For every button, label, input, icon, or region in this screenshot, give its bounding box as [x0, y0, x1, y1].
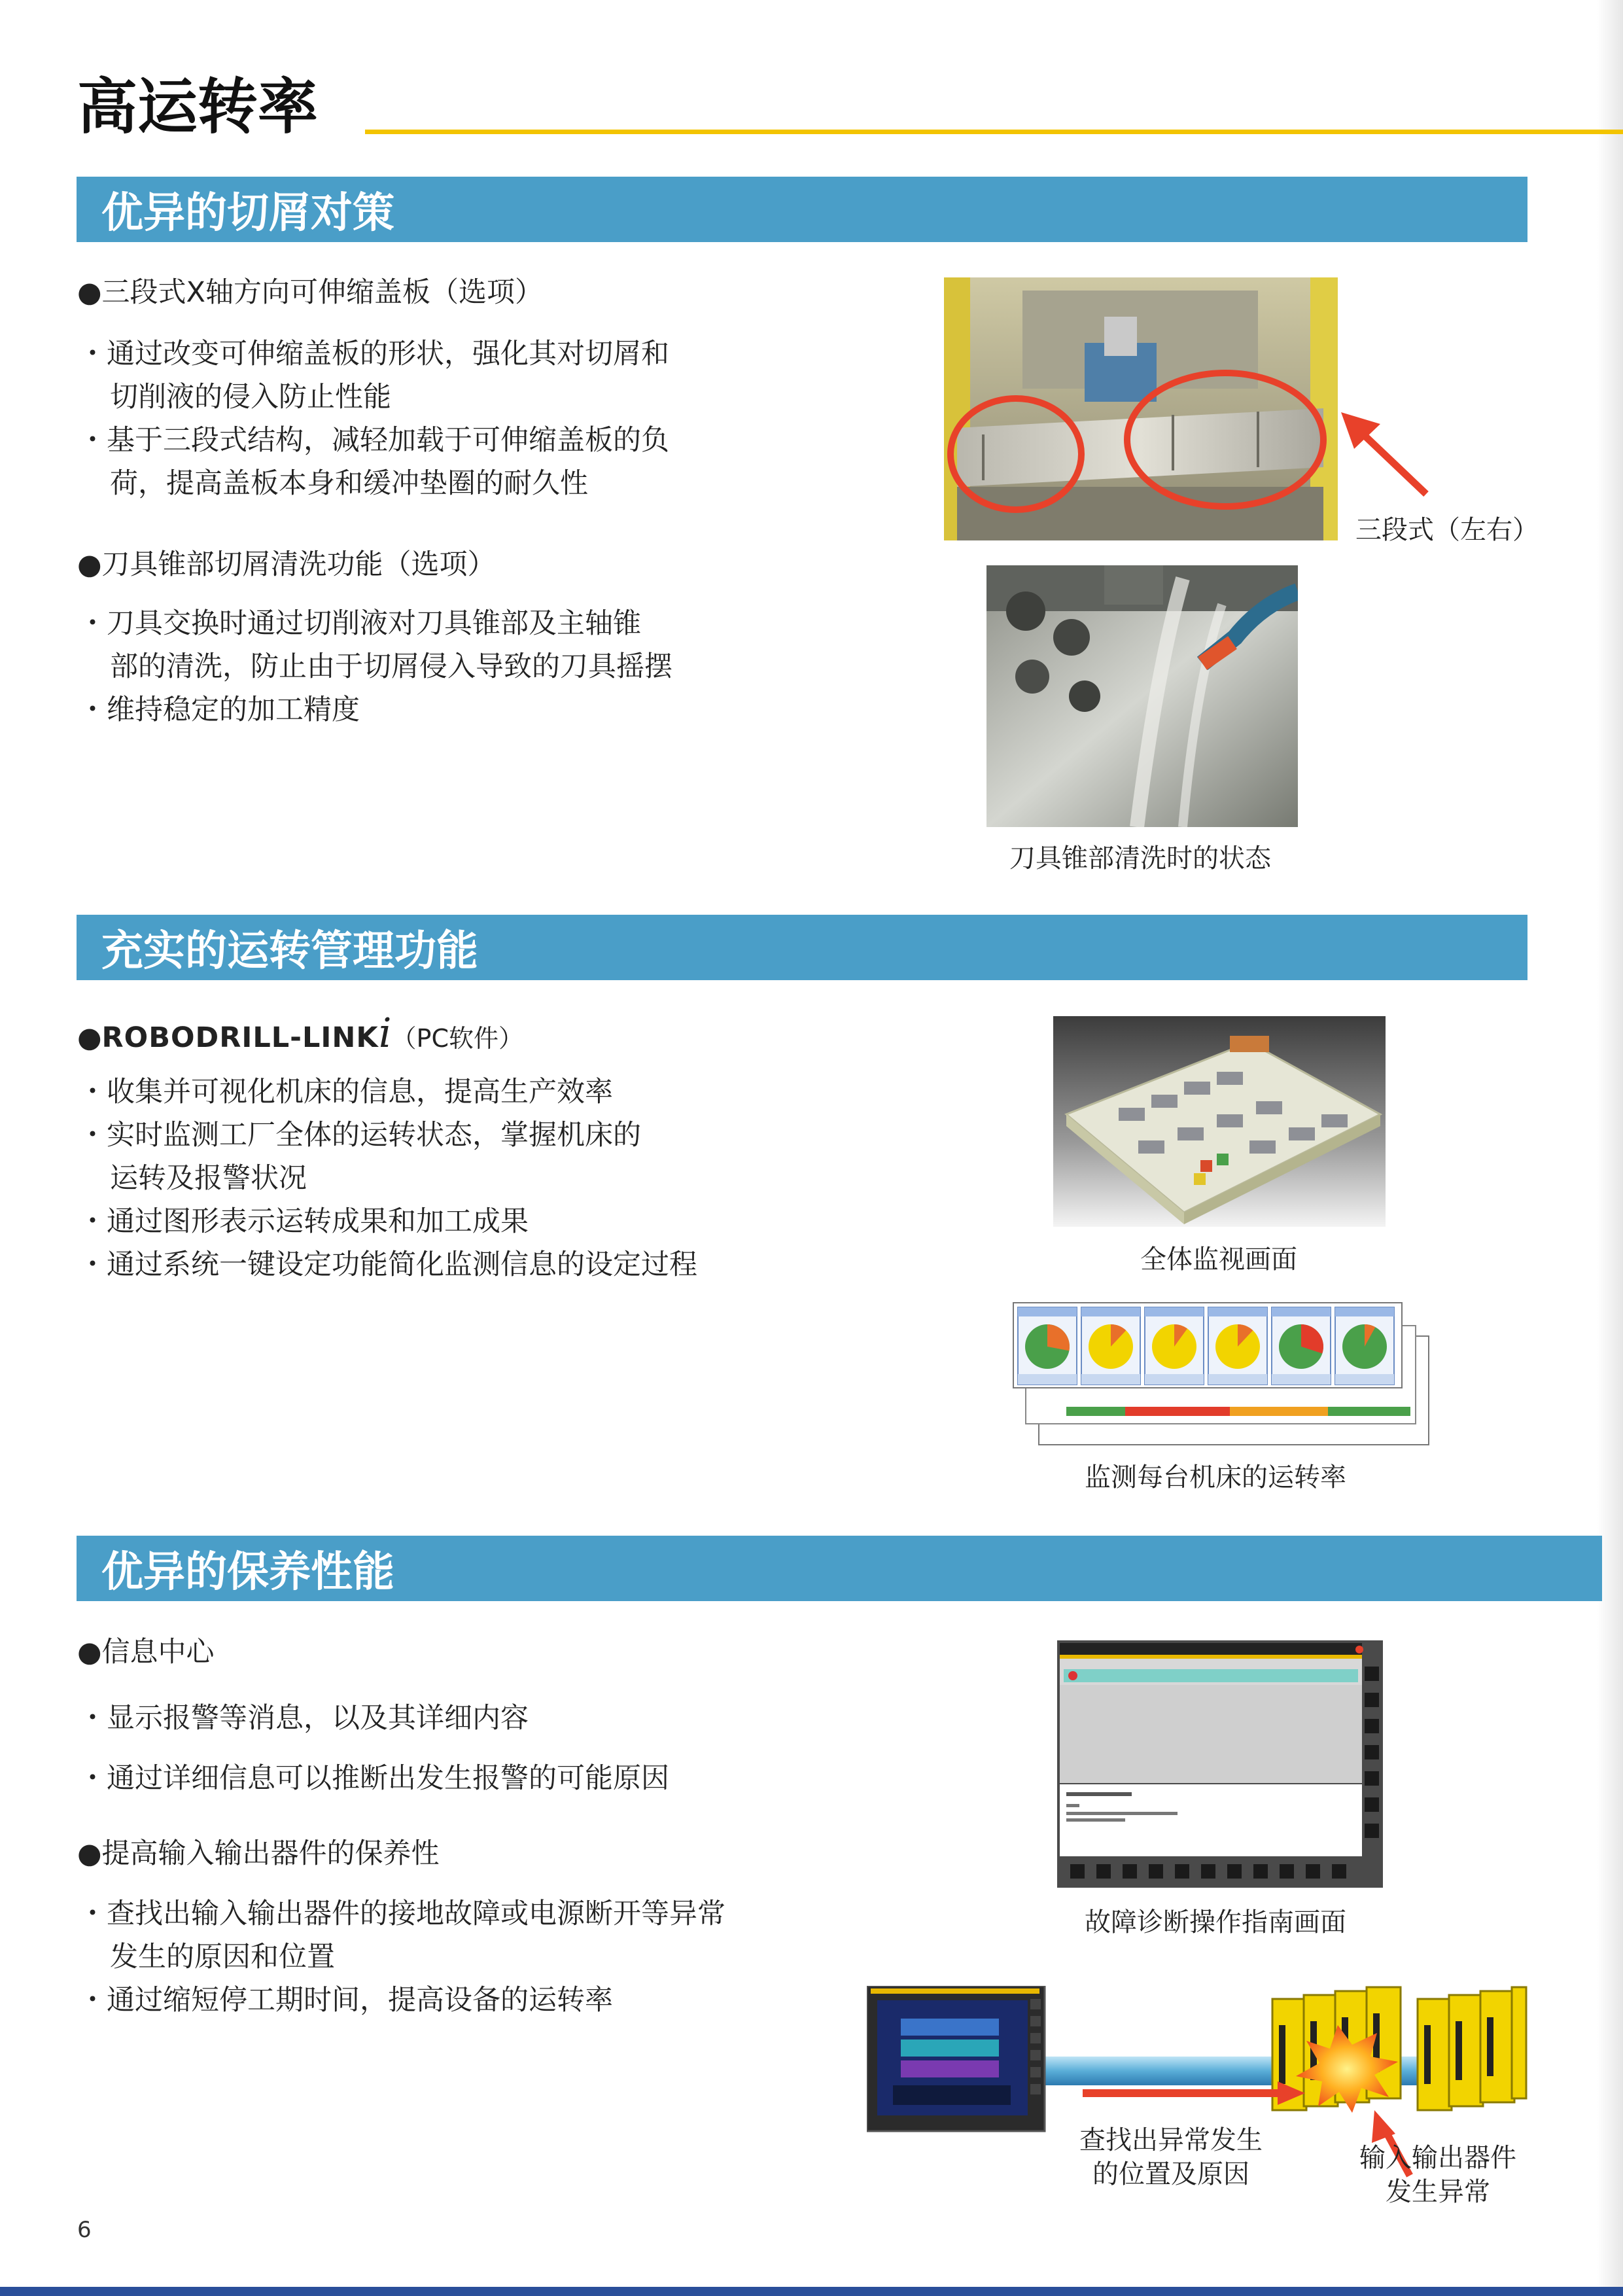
bullet-list	[79, 1070, 697, 1286]
caption-line: 输入输出器件	[1359, 2143, 1516, 2173]
bullet-line: ・显示报警等消息，以及其详细内容	[79, 1702, 529, 1735]
bullet-line: ・通过图形表示运转成果和加工成果	[79, 1205, 529, 1238]
machine-rate-tile	[1018, 1307, 1077, 1385]
bullet-list	[79, 1688, 669, 1809]
machine-rate-tile	[1081, 1307, 1140, 1385]
machine-rate-tile	[1335, 1307, 1394, 1385]
factory-overview-screen	[1053, 1016, 1386, 1227]
bullet-line: ・基于三段式结构，减轻加载于可伸缩盖板的负	[79, 424, 669, 457]
red-arrow-icon	[1335, 406, 1433, 504]
image-caption: 刀具锥部清洗时的状态	[1009, 843, 1271, 874]
bullet-line: 运转及报警状况	[110, 1162, 307, 1195]
bullet-line: ・实时监测工厂全体的运转状态，掌握机床的	[79, 1119, 641, 1152]
section-heading: 优异的保养性能	[101, 1548, 394, 1597]
bullet-line: ・刀具交换时通过切削液对刀具锥部及主轴锥	[79, 607, 641, 640]
section-heading: 优异的切屑对策	[101, 189, 394, 238]
bullet-list	[79, 602, 672, 732]
feature-title: ●三段式X轴方向可伸缩盖板（选项）	[77, 276, 543, 309]
page-edge-shadow	[1597, 0, 1623, 2296]
diagram-caption-right	[1359, 2141, 1516, 2209]
section-band-maintenance	[77, 1536, 1602, 1601]
bullet-line: 部的清洗，防止由于切屑侵入导致的刀具摇摆	[110, 650, 672, 683]
feature-title: ●刀具锥部切屑清洗功能（选项）	[77, 548, 496, 581]
bullet-line: 荷，提高盖板本身和缓冲垫圈的耐久性	[110, 467, 588, 500]
caption-line: 查找出异常发生	[1079, 2125, 1263, 2155]
section-band-chip-control	[77, 177, 1527, 242]
operating-rate-bar	[1066, 1407, 1410, 1416]
bullet-line: ・通过系统一键设定功能简化监测信息的设定过程	[79, 1248, 697, 1281]
machine-rate-tile	[1208, 1307, 1267, 1385]
bullet-line: 发生的原因和位置	[110, 1941, 335, 1973]
bullet-dot: ●	[77, 1021, 102, 1054]
feature-title: ●提高输入输出器件的保养性	[77, 1837, 440, 1870]
feature-title: ●信息中心	[77, 1636, 215, 1669]
bullet-line: ・查找出输入输出器件的接地故障或电源断开等异常	[79, 1898, 725, 1930]
image-caption: 故障诊断操作指南画面	[1085, 1907, 1346, 1937]
caption-line: 发生异常	[1386, 2177, 1490, 2207]
feature-title	[77, 1009, 523, 1057]
operating-rate-screen	[1013, 1302, 1431, 1447]
title-rule	[365, 130, 1623, 134]
page-bottom-strip	[0, 2287, 1623, 2296]
caption-line: 的位置及原因	[1092, 2159, 1249, 2189]
bullet-line: ・收集并可视化机床的信息，提高生产效率	[79, 1076, 613, 1108]
diagnosis-guidance-screen	[1057, 1640, 1383, 1888]
section-heading: 充实的运转管理功能	[101, 927, 478, 976]
machine-rate-tile	[1272, 1307, 1331, 1385]
bullet-list	[79, 1892, 725, 2022]
machine-rate-tile	[1145, 1307, 1204, 1385]
image-caption: 全体监视画面	[1140, 1245, 1297, 1275]
bullet-list	[79, 332, 669, 505]
bullet-line: ・通过详细信息可以推断出发生报警的可能原因	[79, 1762, 669, 1795]
bullet-line: ・通过缩短停工期时间，提高设备的运转率	[79, 1984, 613, 2017]
image-caption: 监测每台机床的运转率	[1085, 1462, 1346, 1492]
page-title: 高运转率	[77, 72, 319, 142]
page-number: 6	[77, 2217, 92, 2243]
telescopic-cover-photo	[944, 277, 1338, 540]
tool-taper-wash-photo	[986, 565, 1298, 827]
title-suffix: （PC软件）	[391, 1024, 523, 1053]
bullet-line: 切削液的侵入防止性能	[110, 381, 391, 414]
brand-name: ROBODRILL-LINK	[101, 1021, 379, 1054]
image-caption: 三段式（左右）	[1355, 515, 1539, 545]
diagram-caption-left	[1079, 2123, 1263, 2191]
bullet-line: ・通过改变可伸缩盖板的形状，强化其对切屑和	[79, 338, 669, 370]
brand-suffix: i	[378, 1009, 392, 1057]
section-band-operation-management	[77, 915, 1527, 980]
bullet-line: ・维持稳定的加工精度	[79, 694, 360, 726]
cnc-panel	[867, 1986, 1045, 2131]
